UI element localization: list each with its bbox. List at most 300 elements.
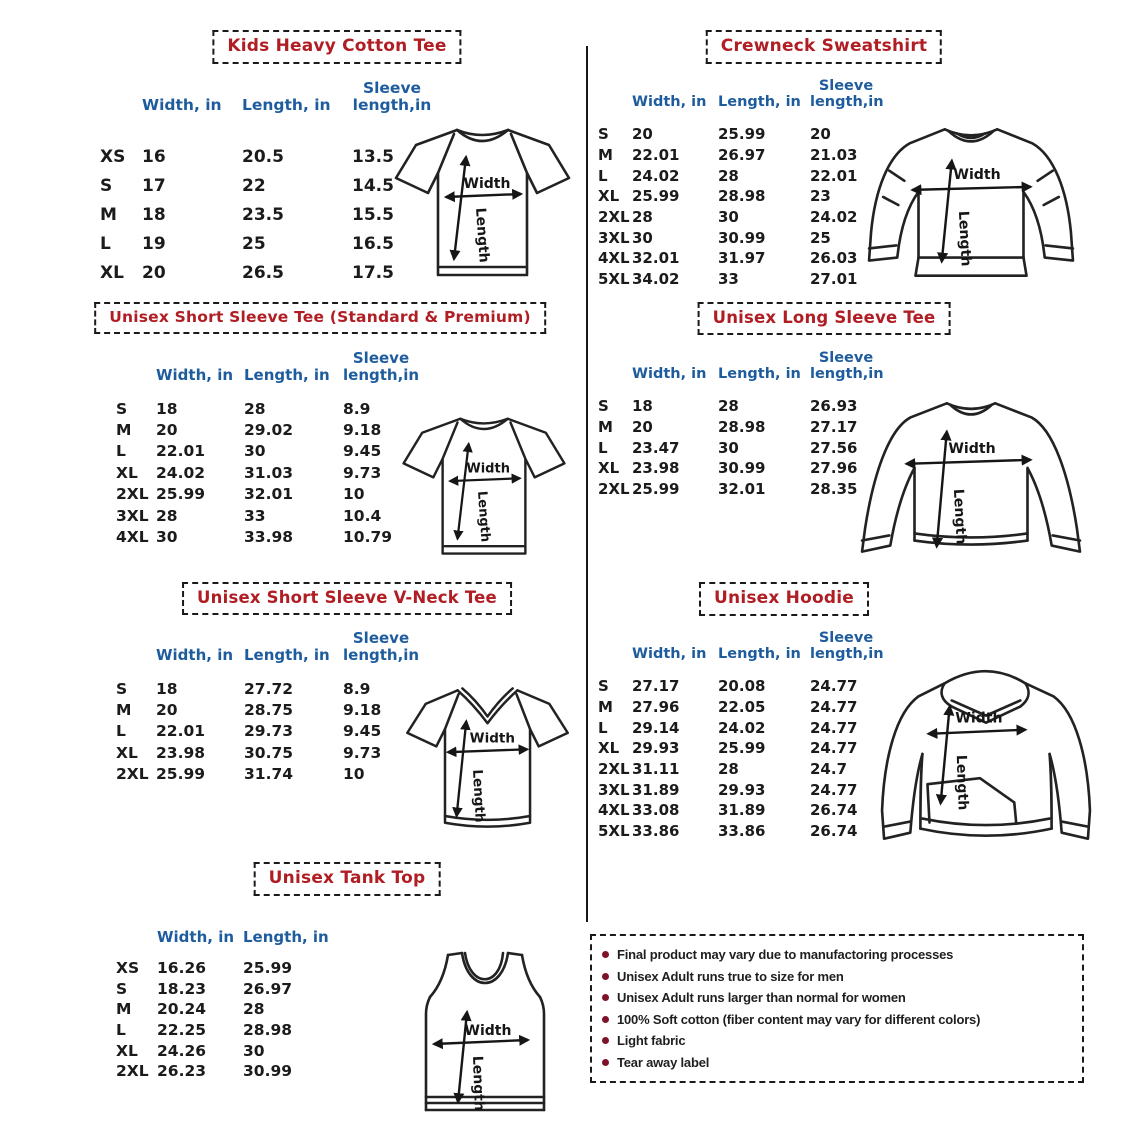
size-row (116, 526, 423, 547)
standard-tee-title: Unisex Short Sleeve Tee (Standard & Premium) (94, 302, 546, 334)
width-value: 27.17 (632, 677, 680, 696)
hoodie-title: Unisex Hoodie (699, 582, 869, 616)
size-row (598, 697, 884, 718)
tank-top-illustration (416, 946, 554, 1124)
width-arrow-label: Width (955, 710, 1003, 727)
length-value: 25.99 (718, 739, 766, 758)
width-value: 29.93 (632, 739, 680, 758)
sleeve-value: 10.4 (343, 506, 382, 525)
table-body (116, 678, 423, 785)
sleeve-value: 9.18 (343, 421, 382, 440)
length-value: 25 (242, 233, 266, 254)
sleeve-value: 20 (810, 125, 831, 144)
size-label: M (116, 421, 132, 440)
sleeve-value: 24.77 (810, 677, 858, 696)
width-value: 32.01 (632, 249, 680, 268)
size-label: L (598, 166, 608, 185)
sleeve-value: 25 (810, 228, 831, 247)
length-value: 30.75 (244, 743, 294, 762)
note-item (602, 1053, 1074, 1072)
size-label: 2XL (598, 760, 630, 779)
size-row (598, 186, 884, 207)
table-header-row (116, 922, 353, 948)
length-value: 27.72 (244, 679, 294, 698)
width-value: 17 (142, 175, 166, 196)
width-value: 29.14 (632, 718, 680, 737)
width-value: 19 (142, 233, 166, 254)
size-row (100, 142, 432, 171)
size-label: 3XL (598, 780, 630, 799)
size-label: XL (116, 463, 138, 482)
col-size-header (598, 662, 632, 664)
width-value: 34.02 (632, 270, 680, 289)
size-label: L (116, 1021, 126, 1040)
width-value: 20.24 (157, 1000, 207, 1019)
long-sleeve-tee-title: Unisex Long Sleeve Tee (698, 302, 951, 335)
width-value: 22.01 (156, 442, 206, 461)
size-row (116, 979, 353, 1000)
width-value: 22.01 (632, 146, 680, 165)
sleeve-value: 15.5 (352, 204, 394, 225)
sleeve-value: 10 (343, 485, 365, 504)
table-body (100, 142, 432, 287)
size-label: L (598, 438, 608, 457)
size-row (116, 505, 423, 526)
width-value: 31.89 (632, 780, 680, 799)
width-value: 25.99 (156, 485, 206, 504)
width-value: 20 (156, 701, 178, 720)
size-row (116, 419, 423, 440)
kids-short-sleeve-tee-illustration (390, 108, 575, 288)
size-row (598, 717, 884, 738)
length-value: 23.5 (242, 204, 284, 225)
v-neck-tee-title: Unisex Short Sleeve V-Neck Tee (182, 582, 512, 615)
sleeve-value: 24.02 (810, 208, 858, 227)
width-value: 23.47 (632, 438, 680, 457)
bullet-icon (602, 951, 609, 958)
col-length-header: Length, in (718, 646, 801, 663)
length-value: 25.99 (718, 125, 766, 144)
width-value: 26.23 (157, 1062, 207, 1081)
size-label: S (116, 399, 128, 418)
width-value: 18.23 (157, 979, 207, 998)
size-row (598, 458, 884, 479)
length-value: 31.03 (244, 463, 294, 482)
bullet-icon (602, 1059, 609, 1066)
sleeve-value: 26.74 (810, 822, 858, 841)
length-value: 30 (718, 208, 739, 227)
length-value: 28.98 (718, 418, 766, 437)
width-value: 25.99 (632, 480, 680, 499)
size-label: XL (116, 743, 138, 762)
width-value: 18 (156, 679, 178, 698)
width-arrow-label: Width (466, 461, 510, 477)
size-row (116, 699, 423, 720)
size-label: S (100, 175, 113, 196)
size-label: 3XL (116, 506, 149, 525)
length-value: 28.75 (244, 701, 294, 720)
size-row (598, 227, 884, 248)
size-row (116, 441, 423, 462)
long-sleeve-tee-table (598, 350, 884, 499)
note-item (602, 967, 1074, 986)
sleeve-value: 21.03 (810, 146, 858, 165)
size-row (598, 759, 884, 780)
width-value: 20 (156, 421, 178, 440)
length-arrow-label: Length (949, 488, 969, 545)
size-row (598, 145, 884, 166)
table-header-row (598, 350, 884, 384)
sleeve-value: 24.77 (810, 739, 858, 758)
length-value: 30 (718, 438, 739, 457)
length-value: 31.74 (244, 765, 294, 784)
col-sleeve-header: Sleeve length,in (352, 79, 432, 115)
note-text: Final product may vary due to manufactoring processes (617, 947, 954, 962)
hoodie-illustration (876, 656, 1096, 860)
size-label: 4XL (116, 528, 149, 547)
notes-box (590, 934, 1084, 1083)
sleeve-value: 24.77 (810, 780, 858, 799)
length-value: 28 (718, 760, 739, 779)
kids-tee-table (100, 80, 432, 287)
size-row (100, 200, 432, 229)
crewneck-table (598, 78, 884, 290)
length-value: 30.99 (718, 228, 766, 247)
long-sleeve-tee-illustration (856, 386, 1086, 576)
note-text: Unisex Adult runs larger than normal for women (617, 990, 906, 1005)
sleeve-value: 9.45 (343, 442, 382, 461)
col-length-header: Length, in (718, 94, 801, 111)
sleeve-value: 22.01 (810, 166, 858, 185)
size-label: 2XL (116, 765, 149, 784)
length-value: 32.01 (718, 480, 766, 499)
length-value: 26.97 (718, 146, 766, 165)
size-row (116, 1020, 353, 1041)
length-arrow-label: Length (954, 210, 974, 267)
table-header-row (598, 630, 884, 664)
col-width-header: Width, in (157, 928, 235, 947)
col-width-header: Width, in (632, 646, 707, 663)
sleeve-value: 9.73 (343, 743, 382, 762)
kids-tee-title: Kids Heavy Cotton Tee (212, 30, 461, 64)
note-item (602, 1010, 1074, 1029)
sleeve-value: 17.5 (352, 262, 394, 283)
table-header-row (598, 78, 884, 112)
width-value: 16.26 (157, 959, 207, 978)
width-value: 23.98 (156, 743, 206, 762)
size-label: XL (598, 739, 620, 758)
width-value: 22.01 (156, 722, 206, 741)
width-value: 24.02 (156, 463, 206, 482)
size-row (116, 678, 423, 699)
sleeve-value: 26.03 (810, 249, 858, 268)
size-label: L (100, 233, 111, 254)
sleeve-value: 9.45 (343, 722, 382, 741)
sleeve-value: 10.79 (343, 528, 393, 547)
note-text: Tear away label (617, 1054, 710, 1070)
length-value: 31.97 (718, 249, 766, 268)
width-value: 25.99 (156, 765, 206, 784)
size-label: 4XL (598, 801, 630, 820)
width-value: 28 (632, 208, 653, 227)
size-row (598, 396, 884, 417)
sleeve-value: 27.01 (810, 270, 858, 289)
size-row (116, 958, 353, 979)
sleeve-value: 13.5 (352, 146, 394, 167)
size-label: 4XL (598, 249, 630, 268)
size-row (100, 258, 432, 287)
size-row (598, 207, 884, 228)
tank-top-title: Unisex Tank Top (254, 862, 441, 896)
size-row (598, 437, 884, 458)
size-label: XL (100, 262, 124, 283)
table-body (116, 398, 423, 548)
sleeve-value: 9.18 (343, 701, 382, 720)
sleeve-value: 27.17 (810, 418, 858, 437)
crewneck-title: Crewneck Sweatshirt (706, 30, 942, 64)
sleeve-value: 8.9 (343, 679, 371, 698)
width-value: 18 (632, 397, 653, 416)
length-value: 30 (244, 442, 266, 461)
sleeve-value: 9.73 (343, 463, 382, 482)
width-value: 24.02 (632, 166, 680, 185)
col-length-header: Length, in (243, 928, 329, 947)
width-value: 30 (156, 528, 178, 547)
table-header-row (116, 350, 423, 386)
size-label: M (598, 418, 613, 437)
width-arrow-label: Width (953, 166, 1001, 183)
length-value: 26.97 (243, 979, 293, 998)
note-item (602, 988, 1074, 1007)
sleeve-value: 24.7 (810, 760, 848, 779)
length-value: 28.98 (718, 187, 766, 206)
length-arrow-label: Length (469, 768, 488, 823)
size-label: L (116, 722, 126, 741)
size-row (598, 676, 884, 697)
size-label: 2XL (116, 1062, 149, 1081)
length-value: 29.02 (244, 421, 294, 440)
note-text: Light fabric (617, 1033, 686, 1048)
col-length-header: Length, in (244, 366, 330, 385)
width-value: 30 (632, 228, 653, 247)
size-label: XL (116, 1041, 138, 1060)
table-body (116, 958, 353, 1082)
standard-short-sleeve-tee-illustration (398, 398, 570, 566)
width-value: 33.08 (632, 801, 680, 820)
sleeve-value: 10 (343, 765, 365, 784)
size-label: 3XL (598, 228, 630, 247)
size-label: XL (598, 187, 620, 206)
sleeve-value: 28.35 (810, 480, 858, 499)
width-value: 22.25 (157, 1021, 207, 1040)
width-value: 18 (156, 399, 178, 418)
length-value: 24.02 (718, 718, 766, 737)
size-label: M (100, 204, 117, 225)
bullet-icon (602, 1037, 609, 1044)
garment-outline (862, 403, 1080, 551)
sleeve-value: 27.96 (810, 459, 858, 478)
length-value: 30.99 (718, 459, 766, 478)
note-text: 100% Soft cotton (fiber content may vary for different colors) (617, 1011, 981, 1027)
sleeve-value: 24.77 (810, 698, 858, 717)
size-label: S (598, 397, 609, 416)
length-value: 32.01 (244, 485, 294, 504)
table-header-row (100, 80, 432, 114)
table-header-row (116, 630, 423, 666)
standard-tee-table (116, 350, 423, 548)
size-row (116, 999, 353, 1020)
width-arrow-label: Width (464, 1023, 512, 1039)
size-row (116, 1040, 353, 1061)
size-row (116, 1061, 353, 1082)
col-sleeve-header: Sleeve length,in (343, 349, 420, 385)
length-value: 20.08 (718, 677, 766, 696)
size-label: S (598, 125, 609, 144)
length-value: 25.99 (243, 959, 293, 978)
size-row (116, 764, 423, 785)
sleeve-value: 24.77 (810, 718, 858, 737)
length-value: 28 (243, 1000, 265, 1019)
col-size-header (116, 384, 156, 386)
column-divider (586, 46, 588, 922)
col-width-header: Width, in (632, 94, 707, 111)
length-value: 33 (244, 506, 266, 525)
sleeve-value: 26.74 (810, 801, 858, 820)
col-width-header: Width, in (156, 366, 234, 385)
v-neck-tee-table (116, 630, 423, 785)
col-size-header (116, 946, 157, 948)
col-width-header: Width, in (632, 366, 707, 383)
size-row (100, 229, 432, 258)
sleeve-value: 27.56 (810, 438, 858, 457)
size-label: 2XL (598, 208, 630, 227)
col-sleeve-header: Sleeve length,in (810, 350, 884, 383)
garment-outline (882, 671, 1090, 839)
width-arrow-label: Width (469, 730, 516, 747)
length-value: 28 (718, 397, 739, 416)
sleeve-value: 8.9 (343, 399, 371, 418)
col-width-header: Width, in (142, 96, 222, 115)
size-label: 5XL (598, 822, 630, 841)
col-length-header: Length, in (718, 366, 801, 383)
width-value: 23.98 (632, 459, 680, 478)
bullet-icon (602, 994, 609, 1001)
size-label: XL (598, 459, 620, 478)
length-value: 29.73 (244, 722, 294, 741)
size-row (116, 742, 423, 763)
length-value: 20.5 (242, 146, 284, 167)
length-arrow-label: Length (952, 754, 971, 811)
sleeve-value: 16.5 (352, 233, 394, 254)
length-arrow-label: Length (472, 207, 492, 264)
length-value: 33.98 (244, 528, 294, 547)
table-body (598, 396, 884, 499)
length-value: 31.89 (718, 801, 766, 820)
size-row (598, 479, 884, 500)
size-row (116, 484, 423, 505)
table-body (598, 124, 884, 290)
width-value: 33.86 (632, 822, 680, 841)
col-size-header (116, 664, 156, 666)
size-row (598, 821, 884, 842)
length-value: 26.5 (242, 262, 284, 283)
col-sleeve-header: Sleeve length,in (810, 78, 884, 111)
col-length-header: Length, in (244, 646, 330, 665)
size-row (598, 248, 884, 269)
length-value: 28 (718, 166, 739, 185)
size-label: L (598, 718, 608, 737)
bullet-icon (602, 973, 609, 980)
size-label: S (116, 979, 128, 998)
size-label: 2XL (598, 480, 630, 499)
size-label: M (598, 146, 613, 165)
size-row (598, 800, 884, 821)
size-row (598, 779, 884, 800)
bullet-icon (602, 1016, 609, 1023)
col-length-header: Length, in (242, 96, 331, 115)
width-value: 20 (632, 125, 653, 144)
col-size-header (598, 110, 632, 112)
size-label: M (116, 1000, 132, 1019)
width-value: 24.26 (157, 1041, 207, 1060)
size-label: 2XL (116, 485, 149, 504)
size-row (598, 124, 884, 145)
col-sleeve-header: Sleeve length,in (343, 629, 420, 665)
size-row (598, 417, 884, 438)
size-label: XS (116, 959, 140, 978)
length-value: 30 (243, 1041, 265, 1060)
size-label: S (116, 679, 128, 698)
width-value: 25.99 (632, 187, 680, 206)
width-value: 18 (142, 204, 166, 225)
size-row (598, 165, 884, 186)
length-value: 22.05 (718, 698, 766, 717)
size-label: XS (100, 146, 126, 167)
hoodie-table (598, 630, 884, 842)
size-label: 5XL (598, 270, 630, 289)
sleeve-value: 26.93 (810, 397, 858, 416)
length-value: 22 (242, 175, 266, 196)
length-value: 33 (718, 270, 739, 289)
col-size-header (598, 382, 632, 384)
width-value: 16 (142, 146, 166, 167)
size-label: M (116, 701, 132, 720)
size-row (116, 398, 423, 419)
length-value: 30.99 (243, 1062, 293, 1081)
col-width-header: Width, in (156, 646, 234, 665)
col-sleeve-header: Sleeve length,in (810, 630, 884, 663)
size-row (598, 269, 884, 290)
table-body (598, 676, 884, 842)
size-row (116, 462, 423, 483)
tank-top-table (116, 922, 353, 1082)
length-value: 28.98 (243, 1021, 293, 1040)
length-value: 33.86 (718, 822, 766, 841)
note-text: Unisex Adult runs true to size for men (617, 968, 844, 984)
width-value: 28 (156, 506, 178, 525)
size-row (100, 171, 432, 200)
length-value: 29.93 (718, 780, 766, 799)
width-arrow-label: Width (463, 176, 511, 192)
size-row (116, 721, 423, 742)
width-value: 27.96 (632, 698, 680, 717)
width-value: 20 (632, 418, 653, 437)
length-arrow-label: Length (473, 490, 493, 543)
sleeve-value: 14.5 (352, 175, 394, 196)
col-size-header (100, 115, 142, 117)
width-value: 20 (142, 262, 166, 283)
width-arrow-label: Width (948, 440, 996, 457)
